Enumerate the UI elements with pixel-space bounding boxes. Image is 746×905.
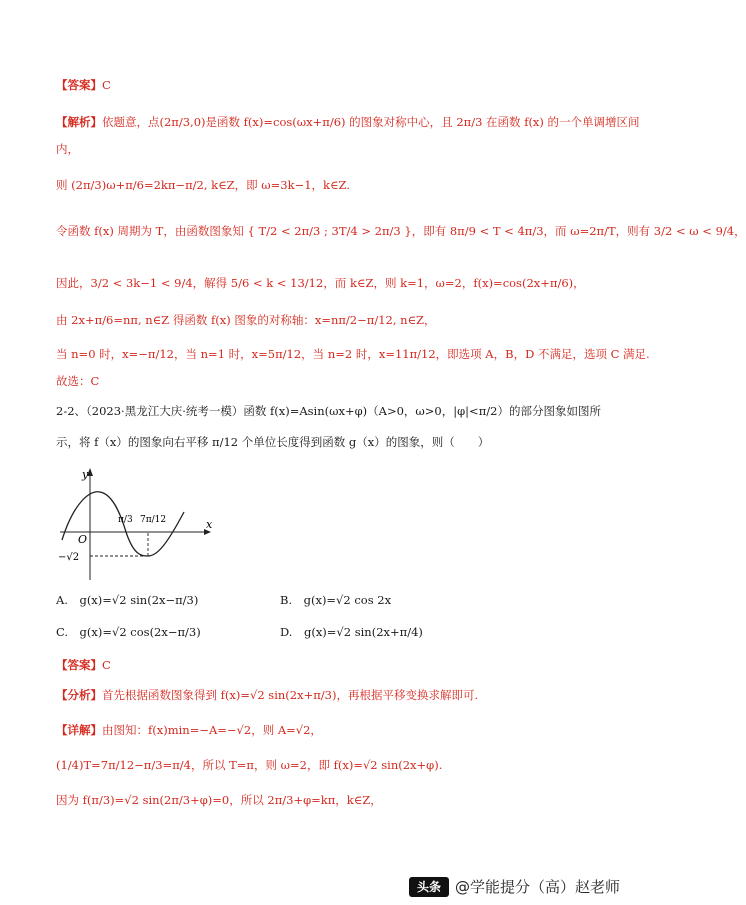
- analysis-line-6: 由 2x+π/6=nπ, n∈Z 得函数 f(x) 图象的对称轴：x=nπ/2−π/12, n∈Z，: [56, 313, 436, 327]
- analysis-line-2: 内，: [56, 142, 79, 156]
- analysis-line-7: 当 n=0 时，x=−π/12，当 n=1 时，x=5π/12，当 n=2 时，x=11π/12，即选项 A，B，D 不满足，选项 C 满足.: [56, 347, 650, 361]
- y-label: y: [82, 468, 89, 481]
- detail-line-2: (1/4)T=7π/12−π/3=π/4，所以 T=π，则 ω=2，即 f(x)=√2 sin(2x+φ).: [56, 758, 443, 772]
- analysis-line-1: 【解析】依题意，点(2π/3,0)是函数 f(x)=cos(ωx+π/6) 的图象对称中心，且 2π/3 在函数 f(x) 的一个单调增区间: [56, 115, 640, 129]
- detail-line-3: 因为 f(π/3)=√2 sin(2π/3+φ)=0，所以 2π/3+φ=kπ，k∈Z，: [56, 793, 382, 807]
- x-label: x: [206, 518, 213, 531]
- analysis-line-4: 令函数 f(x) 周期为 T，由函数图象知 { T/2 < 2π/3 ; 3T/4 > 2π/3 }，即有 8π/9 < T < 4π/3，而 ω=2π/T，则有 3/2 < ω < 9/4，: [56, 224, 746, 238]
- tick-pi-3: π/3: [118, 515, 133, 525]
- answer-tag: 【答案】: [56, 78, 102, 92]
- sine-graph: [56, 462, 216, 582]
- min-label: −√2: [58, 552, 80, 563]
- answer-line: [56, 76, 111, 94]
- tick-7pi-12: 7π/12: [140, 515, 167, 525]
- option-d[interactable]: D. g(x)=√2 sin(2x+π/4): [280, 625, 423, 639]
- question-line-1: 2-2、（2023·黑龙江大庆·统考一模）函数 f(x)=Asin(ωx+φ)（A>0，ω>0，|φ|<π/2）的部分图象如图所: [56, 404, 601, 418]
- question-line-2: 示，将 f（x）的图象向右平移 π/12 个单位长度得到函数 g（x）的图象，则（ ）: [56, 435, 490, 449]
- analysis-line-3: 则 (2π/3)ω+π/6=2kπ−π/2, k∈Z，即 ω=3k−1，k∈Z.: [56, 178, 350, 192]
- option-b[interactable]: B. g(x)=√2 cos 2x: [280, 593, 392, 607]
- analysis-tag: 【解析】: [56, 115, 102, 129]
- answer2-line: 【答案】C: [56, 658, 111, 672]
- analysis-line-8: 故选：C: [56, 374, 100, 388]
- watermark: [409, 876, 620, 897]
- origin-label: O: [78, 533, 88, 546]
- analysis-line-5: 因此，3/2 < 3k−1 < 9/4，解得 5/6 < k < 13/12，而 k∈Z，则 k=1，ω=2，f(x)=cos(2x+π/6)，: [56, 276, 585, 290]
- answer-value: C: [102, 78, 111, 92]
- detail-line-1: 【详解】由图知：f(x)min=−A=−√2，则 A=√2，: [56, 723, 322, 737]
- toutiao-logo-icon: 头条: [409, 877, 449, 897]
- analysis2-line: 【分析】首先根据函数图象得到 f(x)=√2 sin(2x+π/3)，再根据平移变换求解即可.: [56, 688, 479, 702]
- author-handle: @学能提分（高）赵老师: [454, 878, 620, 896]
- option-a[interactable]: A. g(x)=√2 sin(2x−π/3): [56, 593, 199, 607]
- option-c[interactable]: C. g(x)=√2 cos(2x−π/3): [56, 625, 201, 639]
